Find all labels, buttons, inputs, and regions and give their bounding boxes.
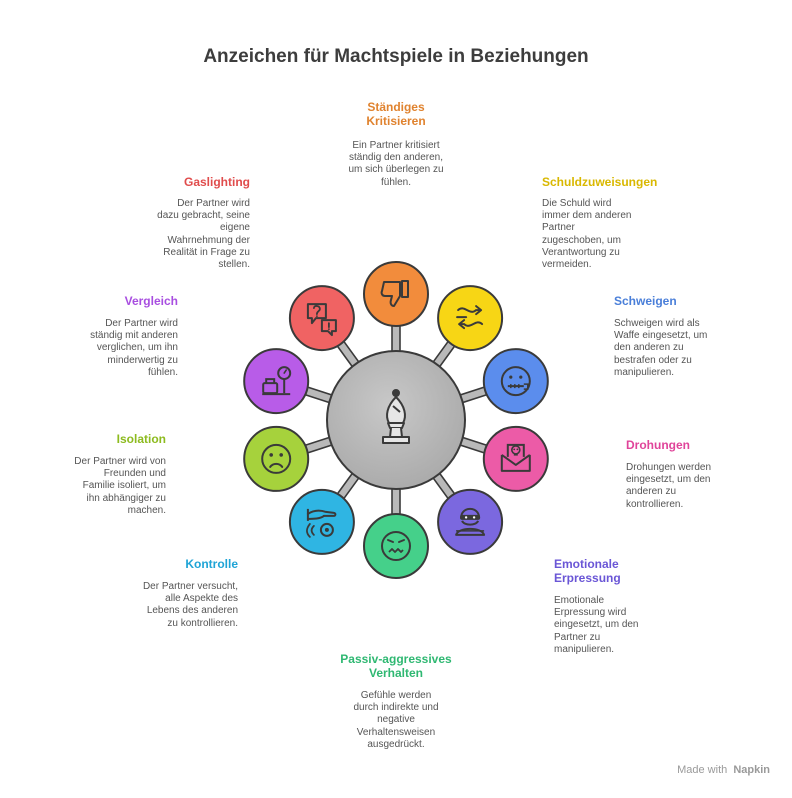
- label-erpressung: Emotionale Erpressung: [554, 557, 621, 585]
- node-kontrolle: [290, 490, 354, 554]
- desc-schuld: Die Schuld wird immer dem anderen Partner zugeschoben, um Verantwortung zu vermeiden.: [542, 198, 632, 271]
- node-circle-kontrolle: [290, 490, 354, 554]
- node-schuld: [438, 286, 502, 350]
- node-passiv: [364, 514, 428, 578]
- node-circle-isolation: [244, 427, 308, 491]
- branding-prefix: Made with: [677, 764, 728, 776]
- made-with-napkin-branding[interactable]: [677, 764, 770, 776]
- node-erpressung: [438, 490, 502, 554]
- node-gaslighting: [290, 286, 354, 350]
- label-kontrolle: Kontrolle: [185, 557, 238, 571]
- label-schweigen: Schweigen: [614, 294, 677, 308]
- center-hub: [327, 351, 465, 489]
- desc-kritisieren: Ein Partner kritisiert ständig den anderen, um sich überlegen zu fühlen.: [348, 140, 444, 188]
- label-gaslighting: Gaslighting: [184, 175, 250, 189]
- label-isolation: Isolation: [116, 432, 166, 446]
- desc-erpressung: Emotionale Erpressung wird eingesetzt, um den Partner zu manipulieren.: [554, 595, 639, 655]
- node-circle-drohungen: [484, 427, 548, 491]
- desc-vergleich: Der Partner wird ständig mit anderen verglichen, um ihn minderwertig zu fühlen.: [90, 318, 178, 378]
- label-drohungen: Drohungen: [626, 438, 690, 452]
- node-circle-schweigen: [484, 349, 548, 413]
- label-kritisieren: Ständiges Kritisieren: [366, 100, 426, 128]
- desc-drohungen: Drohungen werden eingesetzt, um den anderen zu kontrollieren.: [626, 462, 712, 510]
- node-drohungen: [484, 427, 548, 491]
- node-circle-erpressung: [438, 490, 502, 554]
- label-vergleich: Vergleich: [124, 294, 178, 308]
- node-kritisieren: [364, 262, 428, 326]
- page-title: Anzeichen für Machtspiele in Beziehungen: [203, 46, 589, 67]
- node-vergleich: [244, 349, 308, 413]
- node-circle-kritisieren: [364, 262, 428, 326]
- desc-schweigen: Schweigen wird als Waffe eingesetzt, um den anderen zu bestrafen oder zu manipulieren.: [614, 318, 708, 378]
- desc-kontrolle: Der Partner versucht, alle Aspekte des Lebens des anderen zu kontrollieren.: [142, 581, 238, 629]
- desc-gaslighting: Der Partner wird dazu gebracht, seine eigene Wahrnehmung der Realität in Frage zu stellen.: [157, 198, 250, 271]
- label-passiv: Passiv-aggressives Verhalten: [340, 652, 452, 680]
- node-circle-vergleich: [244, 349, 308, 413]
- node-isolation: [244, 427, 308, 491]
- desc-passiv: Gefühle werden durch indirekte und negative Verhaltensweisen ausgedrückt.: [353, 690, 439, 750]
- node-circle-schuld: [438, 286, 502, 350]
- label-schuld: Schuldzuweisungen: [542, 175, 658, 189]
- branding-name: Napkin: [733, 764, 770, 776]
- node-circle-passiv: [364, 514, 428, 578]
- desc-isolation: Der Partner wird von Freunden und Familie isoliert, um ihn abhängiger zu machen.: [74, 456, 166, 516]
- node-schweigen: [484, 349, 548, 413]
